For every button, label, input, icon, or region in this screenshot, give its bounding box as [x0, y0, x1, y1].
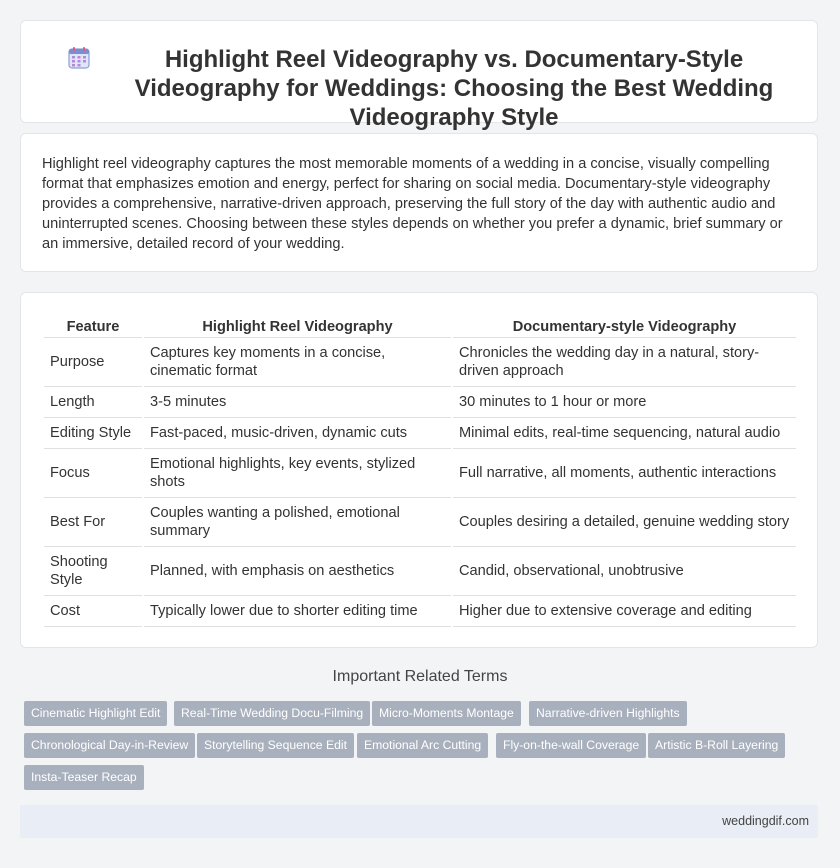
table-cell: Length	[44, 387, 142, 418]
table-cell: 30 minutes to 1 hour or more	[453, 387, 796, 418]
table-cell: Editing Style	[44, 418, 142, 449]
footer	[20, 805, 818, 838]
page-title: Highlight Reel Videography vs. Documentary-Style Videography for Weddings: Choosing the Best Wedding Videography Style	[134, 46, 774, 131]
term-tag[interactable]: Fly-on-the-wall Coverage	[496, 733, 646, 758]
footer-site[interactable]: weddingdif.com	[722, 814, 809, 828]
table-cell: Purpose	[44, 338, 142, 387]
term-tag[interactable]: Artistic B-Roll Layering	[648, 733, 785, 758]
table-cell: Higher due to extensive coverage and editing	[453, 596, 796, 627]
table-cell: Planned, with emphasis on aesthetics	[144, 547, 451, 596]
calendar-icon	[67, 46, 91, 70]
term-tag[interactable]: Emotional Arc Cutting	[357, 733, 488, 758]
table-cell: Minimal edits, real-time sequencing, natural audio	[453, 418, 796, 449]
table-cell: Couples desiring a detailed, genuine wedding story	[453, 498, 796, 547]
table-row	[44, 449, 796, 498]
table-cell: Fast-paced, music-driven, dynamic cuts	[144, 418, 451, 449]
comparison-table-card	[20, 292, 818, 648]
table-cell: Best For	[44, 498, 142, 547]
title-card	[20, 20, 818, 131]
table-cell: 3-5 minutes	[144, 387, 451, 418]
table-cell: Full narrative, all moments, authentic interactions	[453, 449, 796, 498]
intro-paragraph: Highlight reel videography captures the most memorable moments of a wedding in a concise, visually compelling format that emphasizes emotion and energy, perfect for sharing on social media. Documentary-style videography provides a comprehensive, narrative-driven approach, preserving the full story of the day with authentic audio and uninterrupted scenes. Choosing between these styles depends on whether you prefer a dynamic, brief summary or an immersive, detailed record of your wedding.	[42, 156, 783, 252]
term-tag[interactable]: Narrative-driven Highlights	[529, 701, 687, 726]
term-tag[interactable]: Chronological Day-in-Review	[24, 733, 195, 758]
table-cell: Cost	[44, 596, 142, 627]
table-row	[44, 338, 796, 387]
column-header: Documentary-style Videography	[453, 314, 796, 338]
comparison-table	[42, 314, 798, 627]
term-tag[interactable]: Storytelling Sequence Edit	[197, 733, 354, 758]
table-cell: Captures key moments in a concise, cinematic format	[144, 338, 451, 387]
related-terms-heading: Important Related Terms	[332, 668, 508, 685]
table-cell: Chronicles the wedding day in a natural, story-driven approach	[453, 338, 796, 387]
table-row	[44, 596, 796, 627]
table-header-row	[44, 314, 796, 338]
table-row	[44, 418, 796, 449]
intro-card	[20, 133, 818, 272]
term-tag[interactable]: Cinematic Highlight Edit	[24, 701, 167, 726]
column-header: Feature	[44, 314, 142, 338]
table-cell: Couples wanting a polished, emotional summary	[144, 498, 451, 547]
term-tag[interactable]: Micro-Moments Montage	[372, 701, 521, 726]
table-cell: Candid, observational, unobtrusive	[453, 547, 796, 596]
table-row	[44, 387, 796, 418]
table-cell: Emotional highlights, key events, stylized shots	[144, 449, 451, 498]
table-cell: Focus	[44, 449, 142, 498]
term-tag[interactable]: Real-Time Wedding Docu-Filming	[174, 701, 370, 726]
table-cell: Shooting Style	[44, 547, 142, 596]
table-row	[44, 498, 796, 547]
column-header: Highlight Reel Videography	[144, 314, 451, 338]
table-row	[44, 547, 796, 596]
table-cell: Typically lower due to shorter editing time	[144, 596, 451, 627]
term-tag[interactable]: Insta-Teaser Recap	[24, 765, 144, 790]
